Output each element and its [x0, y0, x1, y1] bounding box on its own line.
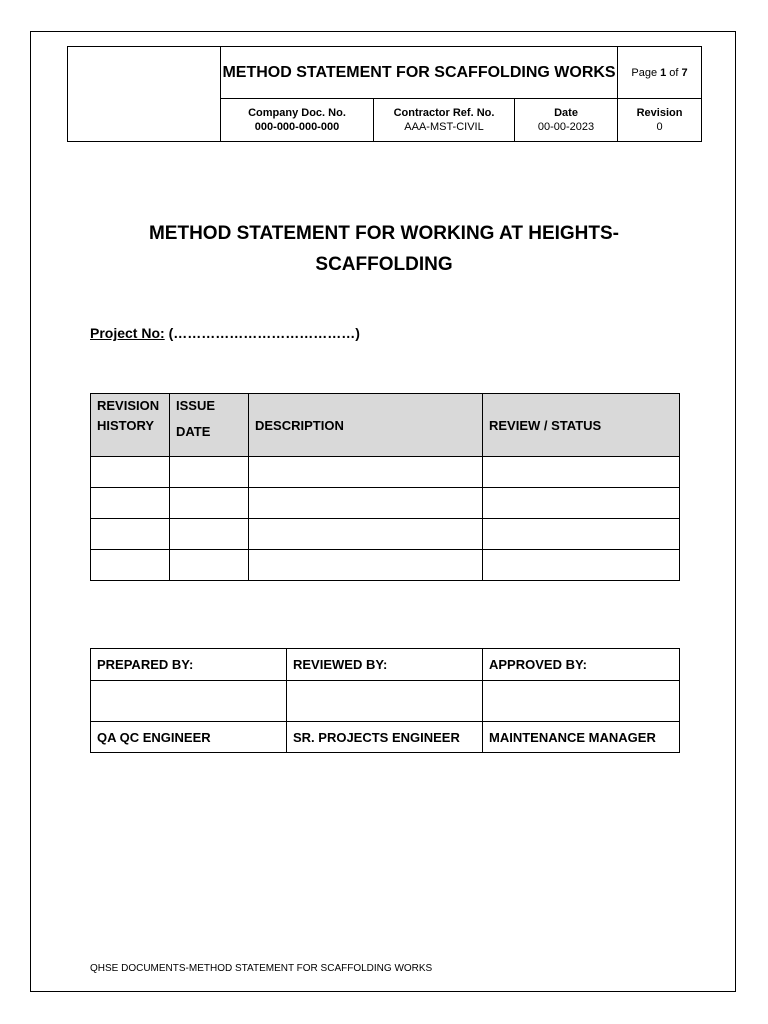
table-cell	[91, 519, 170, 550]
revision-label: Revision	[636, 107, 683, 119]
page-footer: QHSE DOCUMENTS-METHOD STATEMENT FOR SCAFFOLDING WORKS	[90, 963, 433, 974]
project-number	[90, 325, 360, 341]
approved-by-signature	[483, 681, 680, 722]
main-title	[90, 218, 678, 280]
table-cell	[170, 457, 249, 488]
table-cell	[91, 457, 170, 488]
issue-header-line-1: ISSUE	[176, 398, 216, 413]
contractor-ref-label: Contractor Ref. No.	[393, 107, 495, 119]
table-cell	[170, 550, 249, 581]
approved-by-role: MAINTENANCE MANAGER	[483, 722, 680, 753]
table-cell	[170, 519, 249, 550]
col-header-review-status: REVIEW / STATUS	[483, 394, 680, 457]
table-cell	[483, 457, 680, 488]
col-header-description: DESCRIPTION	[249, 394, 483, 457]
reviewed-by-role: SR. PROJECTS ENGINEER	[287, 722, 483, 753]
date-value: 00-00-2023	[537, 121, 595, 133]
table-row	[91, 488, 680, 519]
table-row	[91, 457, 680, 488]
prepared-by-header: PREPARED BY:	[91, 649, 287, 681]
reviewed-by-header: REVIEWED BY:	[287, 649, 483, 681]
table-row	[91, 519, 680, 550]
col-header-revision-history: REVISION HISTORY	[91, 394, 170, 457]
logo-placeholder	[68, 47, 221, 142]
revision-cell	[618, 99, 702, 142]
header-title: METHOD STATEMENT FOR SCAFFOLDING WORKS	[221, 47, 618, 99]
table-row	[91, 550, 680, 581]
company-doc-label: Company Doc. No.	[248, 107, 346, 119]
table-cell	[483, 519, 680, 550]
reviewed-by-signature	[287, 681, 483, 722]
project-number-label: Project No:	[90, 325, 165, 341]
contractor-ref-value: AAA-MST-CIVIL	[404, 121, 484, 133]
issue-header-line-2: DATE	[176, 424, 211, 439]
company-doc-value: 000-000-000-000	[254, 121, 340, 133]
main-title-line-2: SCAFFOLDING	[315, 254, 453, 275]
prepared-by-signature	[91, 681, 287, 722]
col-header-issue-date	[170, 394, 249, 457]
revision-history-table	[90, 393, 680, 581]
table-cell	[170, 488, 249, 519]
prepared-by-role: QA QC ENGINEER	[91, 722, 287, 753]
date-cell	[515, 99, 618, 142]
contractor-ref-cell	[374, 99, 515, 142]
table-cell	[249, 519, 483, 550]
project-number-value: (…………………………………)	[164, 325, 360, 341]
approval-table	[90, 648, 680, 753]
table-cell	[249, 488, 483, 519]
revision-value: 0	[656, 121, 663, 133]
document-header	[67, 46, 702, 142]
table-cell	[249, 550, 483, 581]
page-indicator: Page 1 of 7	[618, 47, 702, 99]
table-cell	[249, 457, 483, 488]
table-cell	[91, 550, 170, 581]
company-doc-cell	[221, 99, 374, 142]
table-cell	[483, 488, 680, 519]
table-cell	[483, 550, 680, 581]
date-label: Date	[554, 107, 578, 119]
approved-by-header: APPROVED BY:	[483, 649, 680, 681]
table-cell	[91, 488, 170, 519]
main-title-line-1: METHOD STATEMENT FOR WORKING AT HEIGHTS-	[148, 223, 620, 244]
